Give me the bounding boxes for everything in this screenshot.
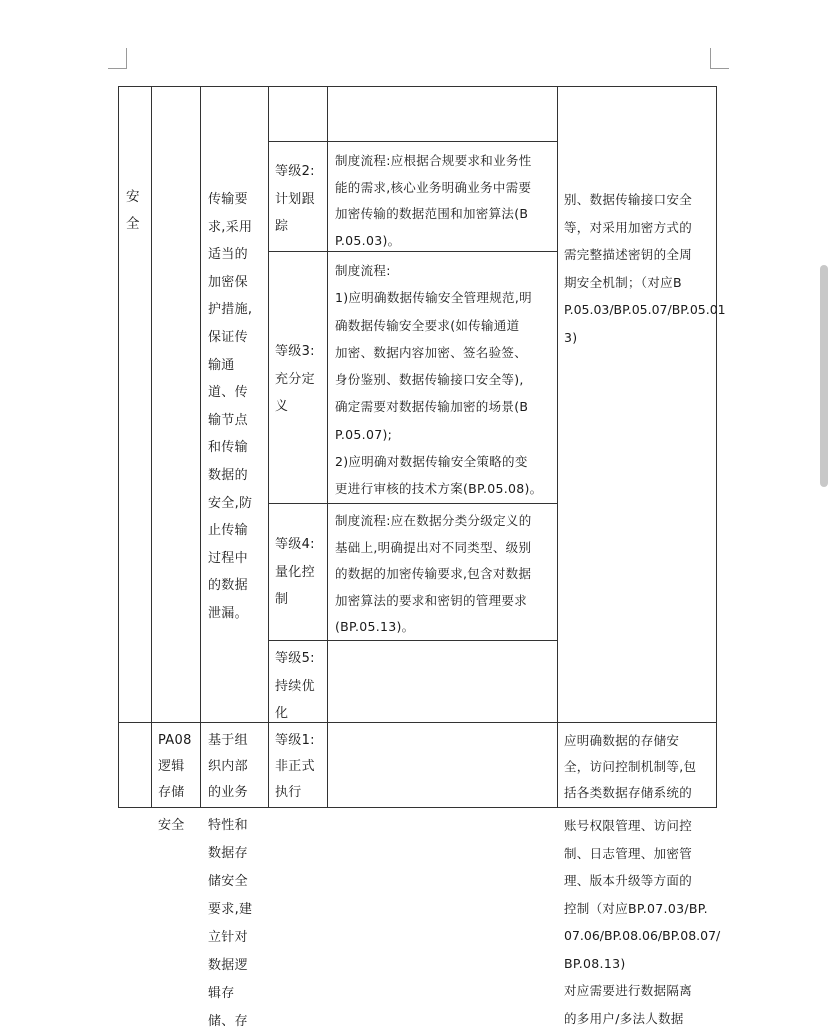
text-line: 要求,建 <box>208 902 253 917</box>
text-line: 止传输 <box>208 523 248 539</box>
level-1-label <box>275 728 315 806</box>
text-line: 等级1: <box>275 733 315 748</box>
text-line: 织内部 <box>208 759 248 774</box>
text-line: 求,采用 <box>208 219 253 235</box>
text-line: 的数据的加密传输要求,包含对数据 <box>335 566 532 581</box>
text-line: 执行 <box>275 785 302 800</box>
row1-domain-char: 全 <box>126 216 140 232</box>
text-line: 计划跟 <box>275 191 315 207</box>
text-line: 制、日志管理、加密管 <box>564 845 693 861</box>
text-line: 基于组 <box>208 733 248 748</box>
text-line: 确定需要对数据传输加密的场景(B <box>335 399 529 415</box>
text-line: 等级3: <box>275 344 315 359</box>
text-line: 对应需要进行数据隔离 <box>564 983 693 998</box>
text-line: 等，对采用加密方式的 <box>564 219 693 235</box>
text-line: 控制（对应BP.07.03/BP. <box>564 900 708 916</box>
overflow-pa-text <box>158 812 185 840</box>
text-line: 适当的 <box>208 247 248 263</box>
text-line: 储安全 <box>208 874 248 889</box>
text-line: 别、数据传输接口安全 <box>564 192 693 207</box>
text-line: 存储 <box>158 785 185 800</box>
text-line: 制 <box>275 592 289 607</box>
level-4-description <box>335 508 532 641</box>
row2-requirement-cell <box>208 728 248 806</box>
row1-domain-char: 安 <box>126 189 140 205</box>
text-line: PA08 <box>158 733 192 748</box>
text-line: 身份鉴别、数据传输接口安全等), <box>335 372 524 388</box>
text-line: 护措施, <box>208 302 253 318</box>
text-line: 逻辑 <box>158 759 185 774</box>
text-line: 括各类数据存储系统的 <box>564 785 693 800</box>
level-4-label <box>275 531 315 614</box>
text-line: 踪 <box>275 219 289 234</box>
text-line: 泄漏。 <box>208 605 248 621</box>
text-line: 的业务 <box>208 785 248 800</box>
text-line: 期安全机制；（对应B <box>564 274 682 290</box>
text-line: 特性和 <box>208 818 248 833</box>
text-line: 加密算法的要求和密钥的管理要求 <box>335 592 528 608</box>
text-line: 安全,防 <box>208 495 253 511</box>
text-line: 道、传 <box>208 385 248 401</box>
text-line: 安全 <box>158 818 185 833</box>
text-line: 1)应明确数据传输安全管理规范,明 <box>335 290 532 306</box>
text-line: 义 <box>275 399 289 414</box>
text-line: 输通 <box>208 357 235 373</box>
text-line: 确数据传输安全要求(如传输通道 <box>335 317 520 333</box>
text-line: 过程中 <box>208 550 248 566</box>
row2-notes-cell <box>564 728 696 806</box>
row1-notes-cell <box>564 186 726 352</box>
text-line: 数据存 <box>208 846 248 861</box>
text-line: 数据逻 <box>208 958 248 973</box>
text-line: 能的需求,核心业务明确业务中需要 <box>335 179 532 195</box>
text-line: 加密传输的数据范围和加密算法(B <box>335 206 529 221</box>
text-line: 量化控 <box>275 564 315 580</box>
text-line: 充分定 <box>275 371 315 387</box>
row1-domain-cell <box>126 184 140 238</box>
text-line: 07.06/BP.08.06/BP.08.07/ <box>564 928 721 943</box>
text-line: 更进行审核的技术方案(BP.05.08)。 <box>335 481 543 497</box>
text-line: 等级2: <box>275 164 315 179</box>
text-line: 和传输 <box>208 440 248 456</box>
text-line: 输节点 <box>208 412 248 428</box>
level-2-label <box>275 158 315 241</box>
text-line: 储、存 <box>208 1014 248 1029</box>
text-line: 制度流程:应根据合规要求和业务性 <box>335 153 532 168</box>
crop-mark-top-left <box>108 48 127 69</box>
level-3-label <box>275 338 315 421</box>
overflow-requirement-text <box>208 812 252 1036</box>
text-line: 3) <box>564 329 578 345</box>
text-line: 等级4: <box>275 537 315 552</box>
text-line: 的多用户/多法人数据 <box>564 1010 684 1026</box>
text-line: P.05.07); <box>335 426 393 442</box>
text-line: 立针对 <box>208 930 248 945</box>
text-line: 2)应明确对数据传输安全策略的变 <box>335 454 528 470</box>
text-line: 全，访问控制机制等,包 <box>564 759 697 774</box>
row1-requirement-cell <box>208 186 252 628</box>
text-line: 账号权限管理、访问控 <box>564 818 693 833</box>
text-line: 等级5: <box>275 651 315 666</box>
text-line: (BP.05.13)。 <box>335 619 415 634</box>
text-line: P.05.03/BP.05.07/BP.05.01 <box>564 302 726 318</box>
text-line: 制度流程:应在数据分类分级定义的 <box>335 513 532 528</box>
text-line: 的数据 <box>208 578 248 594</box>
level-3-description <box>335 257 542 503</box>
text-line: 数据的 <box>208 467 248 483</box>
text-line: 保证传 <box>208 329 248 345</box>
overflow-notes-text <box>564 812 720 1032</box>
text-line: P.05.03)。 <box>335 232 401 248</box>
text-line: 理、版本升级等方面的 <box>564 873 693 888</box>
text-line: 辑存 <box>208 986 235 1001</box>
text-line: 基础上,明确提出对不同类型、级别 <box>335 539 532 555</box>
level-5-label <box>275 645 315 728</box>
crop-mark-top-right <box>710 48 729 69</box>
text-line: 应明确数据的存储安 <box>564 733 680 748</box>
row2-pa-cell <box>158 728 192 806</box>
text-line: 非正式 <box>275 759 315 774</box>
text-line: 化 <box>275 706 289 721</box>
level-2-description <box>335 148 532 254</box>
text-line: 需完整描述密钥的全周 <box>564 247 693 263</box>
text-line: 加密、数据内容加密、签名验签、 <box>335 344 528 360</box>
text-line: BP.08.13) <box>564 955 626 971</box>
text-line: 制度流程: <box>335 263 391 278</box>
vertical-scrollbar[interactable] <box>820 265 828 487</box>
text-line: 加密保 <box>208 274 248 290</box>
text-line: 传输要 <box>208 192 248 207</box>
text-line: 持续优 <box>275 678 315 694</box>
